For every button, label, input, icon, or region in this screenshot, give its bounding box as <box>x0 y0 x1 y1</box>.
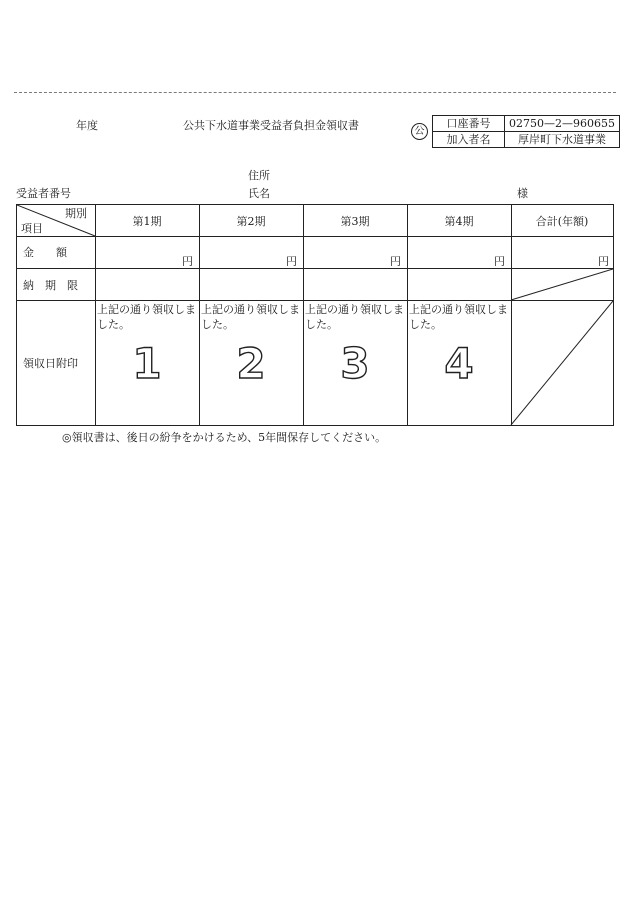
name-label: 氏名 <box>248 187 270 200</box>
stamp-number-3: 3 <box>340 339 370 388</box>
due-date-row-label: 納 期 限 <box>23 279 78 292</box>
stamp-number-4: 4 <box>444 339 474 388</box>
yen-mark: 円 <box>494 255 505 268</box>
yen-mark: 円 <box>182 255 193 268</box>
stamp-number-2: 2 <box>236 339 266 388</box>
beneficiary-number-label: 受益者番号 <box>16 187 71 200</box>
honorific-sama: 様 <box>517 187 528 200</box>
receipt-text-period-1: 上記の通り領収しました。 <box>97 303 196 331</box>
stamp-number-1: 1 <box>132 339 162 388</box>
subscriber-name-value: 厚岸町下水道事業 <box>505 132 620 148</box>
fiscal-year-label: 年度 <box>76 119 98 132</box>
account-number-value: 02750—2—960655 <box>505 116 620 132</box>
account-info-table <box>432 115 620 148</box>
yen-mark: 円 <box>286 255 297 268</box>
amount-row-label: 金 額 <box>23 246 67 259</box>
receipt-stamp-row-label: 領収日附印 <box>23 357 78 370</box>
receipt-table <box>16 204 614 426</box>
official-seal-mark: 公 <box>411 123 428 140</box>
corner-period-label: 期別 <box>65 207 87 220</box>
retention-note: ◎領収書は、後日の紛争をかけるため、5年間保存してください。 <box>62 431 387 444</box>
receipt-text-period-3: 上記の通り領収しました。 <box>305 303 404 331</box>
subscriber-name-label: 加入者名 <box>433 132 505 148</box>
period-1-header: 第1期 <box>132 215 162 228</box>
period-2-header: 第2期 <box>236 215 266 228</box>
period-3-header: 第3期 <box>340 215 370 228</box>
account-number-label: 口座番号 <box>433 116 505 132</box>
document-title: 公共下水道事業受益者負担金領収書 <box>183 119 359 132</box>
address-label: 住所 <box>248 169 270 182</box>
receipt-text-period-2: 上記の通り領収しました。 <box>201 303 300 331</box>
yen-mark: 円 <box>598 255 609 268</box>
corner-item-label: 項目 <box>21 222 43 235</box>
receipt-text-period-4: 上記の通り領収しました。 <box>409 303 508 331</box>
total-header: 合計(年額) <box>535 215 589 228</box>
cut-line <box>14 92 616 93</box>
period-4-header: 第4期 <box>444 215 474 228</box>
yen-mark: 円 <box>390 255 401 268</box>
